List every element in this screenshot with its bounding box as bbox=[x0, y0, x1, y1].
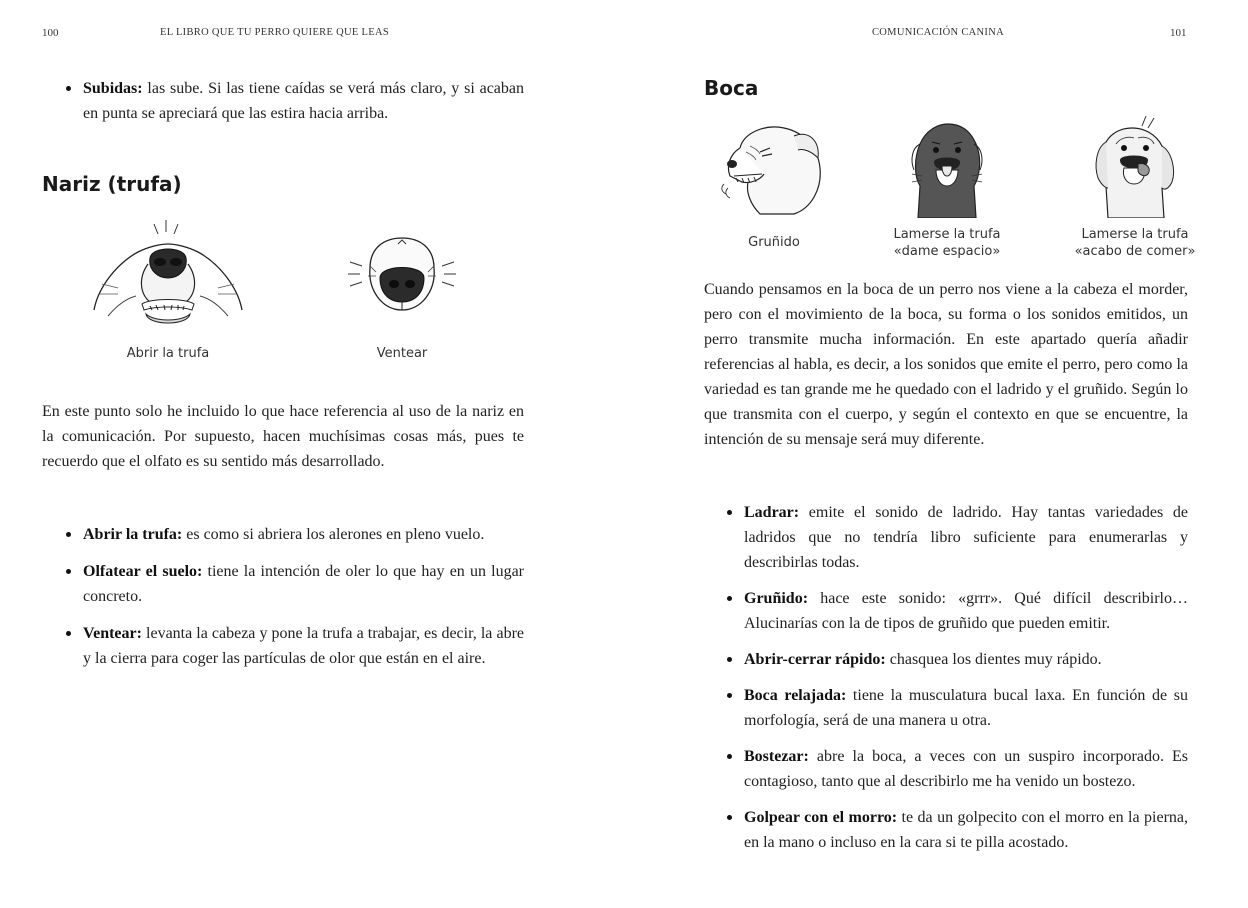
bullet-text: chasquea los dientes muy rápido. bbox=[885, 651, 1102, 668]
figure-lamerse-espacio bbox=[908, 120, 986, 218]
bullet-text: abre la boca, a veces con un suspiro incorporado. Es contagioso, tanto que al describirlo me ha venido un bostezo. bbox=[744, 748, 1188, 790]
list-item bbox=[66, 621, 524, 671]
running-head-right: COMUNICACIÓN CANINA bbox=[872, 27, 1004, 38]
bullet-term: Subidas: bbox=[83, 80, 143, 97]
body-paragraph-boca: Cuando pensamos en la boca de un perro nos viene a la cabeza el morder, pero con el movimiento de la boca, su forma o los sonidos emitidos, un perro transmite mucha información. En este apartado quería añadir referencias al habla, es decir, a los sonidos que emite el perro, pero como la variedad es tan grande me he quedado con el ladrido y el gruñido. Según lo que transmita con el cuerpo, y según el contexto en que se encuentre, la intención de su mensaje será muy diferente. bbox=[704, 281, 1188, 448]
figure-caption bbox=[1070, 226, 1200, 260]
figure-abrir-trufa bbox=[88, 218, 248, 338]
figure-caption-line: «dame espacio» bbox=[893, 244, 1001, 259]
dog-lick-eat-icon bbox=[1092, 114, 1178, 218]
bullet-text: emite el sonido de ladrido. Hay tantas variedades de ladridos que no tendría libro suficiente para enumerarlas y describirlas todas. bbox=[744, 504, 1188, 571]
list-item bbox=[66, 76, 524, 126]
right-page bbox=[624, 0, 1248, 908]
bullet-list-boca bbox=[727, 500, 1188, 855]
figure-caption bbox=[884, 226, 1010, 260]
dog-lick-space-icon bbox=[908, 120, 986, 218]
section-title-boca: Boca bbox=[704, 76, 759, 100]
list-item bbox=[727, 500, 1188, 575]
figure-caption: Ventear bbox=[376, 346, 428, 361]
dog-growl-icon bbox=[720, 118, 828, 218]
section-title-nariz: Nariz (trufa) bbox=[42, 172, 182, 196]
body-paragraph-nariz: En este punto solo he incluido lo que hace referencia al uso de la nariz en la comunicación. Por supuesto, hacen muchísimas cosas más, pues te recuerdo que el olfato es su sentido más desarrollado. bbox=[42, 403, 524, 470]
bullet-text: tiene la musculatura bucal laxa. En función de su morfología, será de una manera u otra. bbox=[744, 687, 1189, 729]
bullet-text: tiene la intención de oler lo que hay en un lugar concreto. bbox=[83, 563, 525, 605]
bullet-term: Olfatear el suelo: bbox=[83, 563, 203, 580]
figure-caption-line: Lamerse la trufa bbox=[1081, 227, 1189, 242]
figure-ventear bbox=[340, 228, 464, 328]
running-head-left: EL LIBRO QUE TU PERRO QUIERE QUE LEAS bbox=[160, 27, 389, 38]
list-item bbox=[727, 683, 1188, 733]
bullet-term: Abrir-cerrar rápido: bbox=[744, 651, 886, 668]
figure-caption-line: «acabo de comer» bbox=[1074, 244, 1196, 259]
figure-caption-line: Lamerse la trufa bbox=[893, 227, 1001, 242]
page-number-left: 100 bbox=[42, 27, 59, 39]
top-bullet-list bbox=[66, 76, 524, 126]
bullet-term: Golpear con el morro: bbox=[744, 809, 898, 826]
bullet-text: es como si abriera los alerones en pleno vuelo. bbox=[182, 526, 485, 543]
figure-lamerse-comer bbox=[1092, 114, 1178, 218]
dog-nose-open-icon bbox=[88, 218, 248, 338]
list-item bbox=[66, 522, 524, 547]
dog-nose-sniff-icon bbox=[340, 228, 464, 328]
bullet-text: te da un golpecito con el morro en la pierna, en la mano o incluso en la cara si te pilla acostado. bbox=[744, 809, 1189, 851]
bullet-term: Ladrar: bbox=[744, 504, 800, 521]
bullet-text: las sube. Si las tiene caídas se verá más claro, y si acaban en punta se apreciará que las estira hacia arriba. bbox=[83, 80, 524, 122]
figure-caption: Abrir la trufa bbox=[126, 346, 210, 361]
list-item bbox=[66, 559, 524, 609]
bullet-term: Boca relajada: bbox=[744, 687, 847, 704]
list-item bbox=[727, 647, 1188, 672]
bullet-term: Bostezar: bbox=[744, 748, 809, 765]
page-number-right: 101 bbox=[1170, 27, 1187, 39]
bullet-term: Gruñido: bbox=[744, 590, 809, 607]
bullet-term: Ventear: bbox=[83, 625, 142, 642]
list-item bbox=[727, 586, 1188, 636]
figure-caption-line: Gruñido bbox=[748, 235, 800, 250]
list-item bbox=[727, 744, 1188, 794]
figure-grunido bbox=[720, 118, 828, 218]
bullet-text: levanta la cabeza y pone la trufa a trabajar, es decir, la abre y la cierra para coger las partículas de olor que están en el aire. bbox=[83, 625, 524, 667]
list-item bbox=[727, 805, 1188, 855]
bullet-term: Abrir la trufa: bbox=[83, 526, 183, 543]
bullet-list-nariz bbox=[66, 522, 524, 671]
bullet-text: hace este sonido: «grrr». Qué difícil describirlo… Alucinarías con la de tipos de gruñido que pueden emitir. bbox=[744, 590, 1188, 632]
figure-caption bbox=[720, 234, 828, 251]
